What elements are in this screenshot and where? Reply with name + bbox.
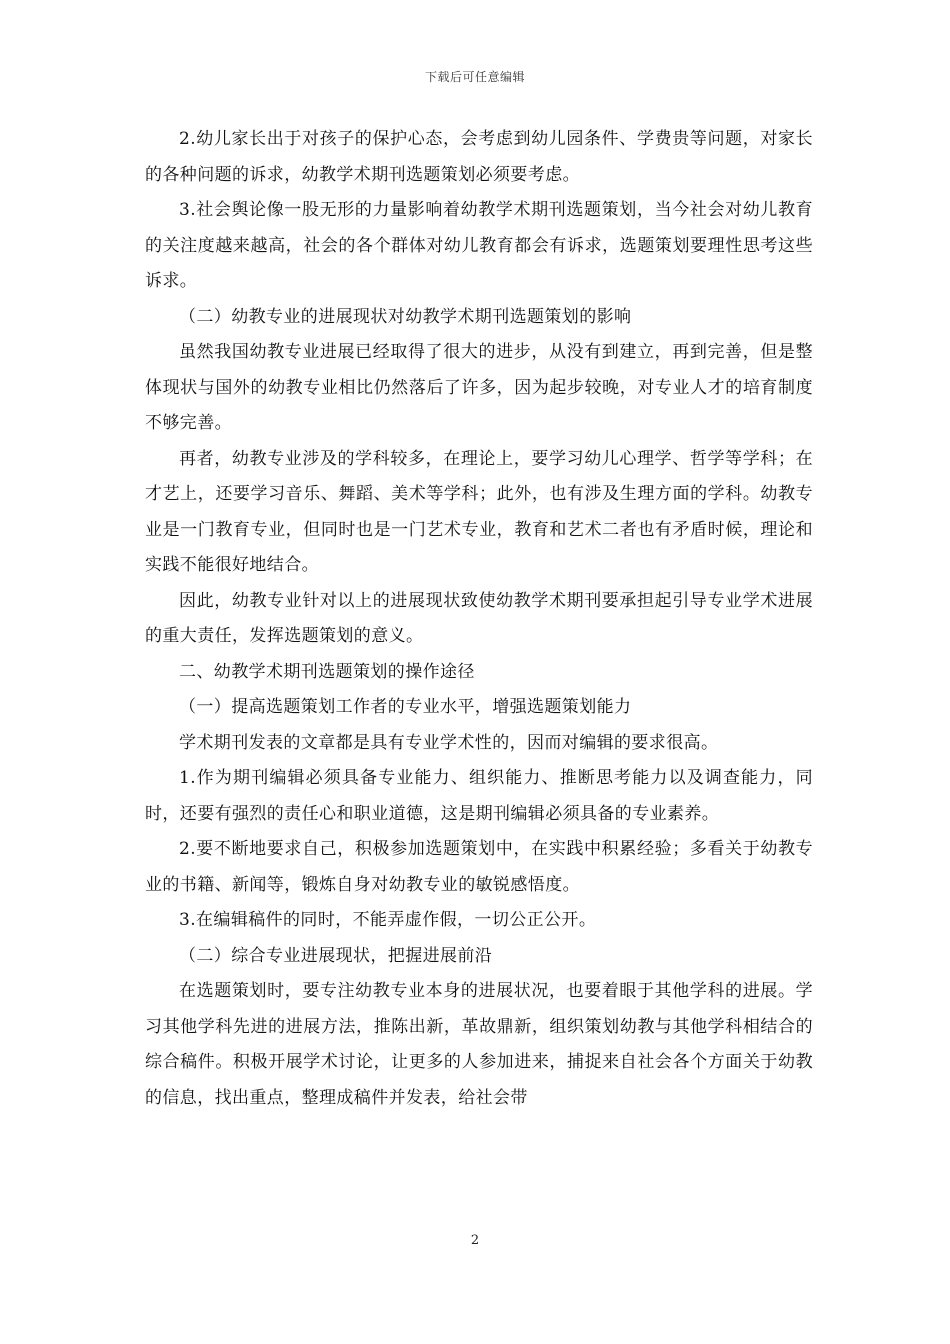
section-heading-development-status: （二）幼教专业的进展现状对幼教学术期刊选题策划的影响	[179, 306, 632, 327]
paragraph-multiple-disciplines: 再者，幼教专业涉及的学科较多，在理论上，要学习幼儿心理学、哲学等学科；在才艺上，还要学习音乐、舞蹈、美术等学科；此外，也有涉及生理方面的学科。幼教专业是一门教育专业，但同时也是一门艺术专业，教育和艺术二者也有矛盾时候，理论和实践不能很好地结合。	[145, 448, 813, 575]
document-body	[145, 122, 813, 1116]
page-number: 2	[470, 1233, 480, 1248]
paragraph-interdisciplinary: 在选题策划时，要专注幼教专业本身的进展状况，也要着眼于其他学科的进展。学习其他学科先进的进展方法，推陈出新，革故鼎新，组织策划幼教与其他学科相结合的综合稿件。积极开展学术讨论，让更多的人参加进来，捕捉来自社会各个方面关于幼教的信息，找出重点，整理成稿件并发表，给社会带	[145, 981, 813, 1108]
paragraph-editor-requirements: 学术期刊发表的文章都是具有专业学术性的，因而对编辑的要求很高。	[179, 732, 719, 753]
paragraph-responsibility: 因此，幼教专业针对以上的进展现状致使幼教学术期刊要承担起引导专业学术进展的重大责任，发挥选题策划的意义。	[145, 590, 813, 646]
paragraph-domestic-progress: 虽然我国幼教专业进展已经取得了很大的进步，从没有到建立，再到完善，但是整体现状与国外的幼教专业相比仍然落后了许多，因为起步较晚，对专业人才的培育制度不够完善。	[145, 342, 813, 433]
section-heading-frontier: （二）综合专业进展现状，把握进展前沿	[179, 945, 493, 966]
paragraph-self-improvement: 2.要不断地要求自己，积极参加选题策划中，在实践中积累经验；多看关于幼教专业的书籍、新闻等，锻炼自身对幼教专业的敏锐感悟度。	[145, 839, 813, 895]
paragraph-parent-concerns: 2.幼儿家长出于对孩子的保护心态，会考虑到幼儿园条件、学费贵等问题，对家长的各种问题的诉求，幼教学术期刊选题策划必须要考虑。	[145, 129, 813, 185]
paragraph-integrity: 3.在编辑稿件的同时，不能弄虚作假，一切公正公开。	[179, 910, 597, 930]
page-header: 下载后可任意编辑	[424, 70, 525, 84]
section-heading-improve-skills: （一）提高选题策划工作者的专业水平，增强选题策划能力	[179, 697, 632, 717]
paragraph-public-opinion: 3.社会舆论像一股无形的力量影响着幼教学术期刊选题策划，当今社会对幼儿教育的关注度越来越高，社会的各个群体对幼儿教育都会有诉求，选题策划要理性思考这些诉求。	[145, 200, 813, 291]
paragraph-editor-abilities: 1.作为期刊编辑必须具备专业能力、组织能力、推断思考能力以及调查能力，同时，还要有强烈的责任心和职业道德，这是期刊编辑必须具备的专业素养。	[145, 768, 813, 824]
section-heading-operation-paths: 二、幼教学术期刊选题策划的操作途径	[179, 661, 475, 682]
